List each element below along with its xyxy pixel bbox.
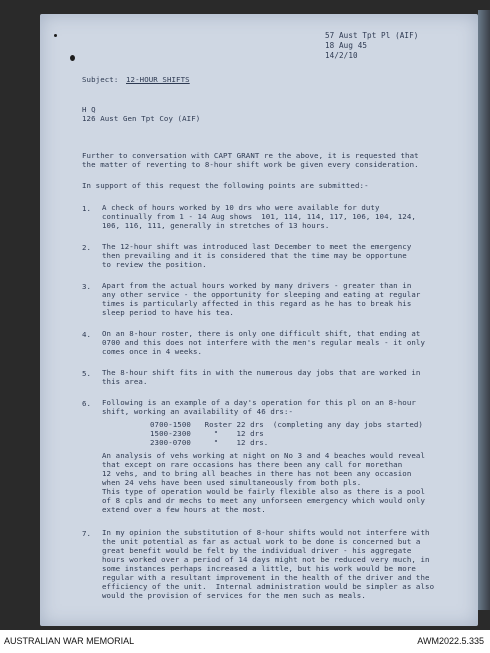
point-line: A check of hours worked by 10 drs who were available for duty — [102, 203, 380, 212]
addressee-line2: 126 Aust Gen Tpt Coy (AIF) — [82, 114, 201, 123]
point-line: great benefit would be felt by the individual driver - his aggregate — [102, 546, 412, 555]
point-line: the unit potential as far as actual work to be done is concerned but a — [102, 537, 421, 546]
point-number: 6. — [82, 399, 91, 408]
point-six-line: This type of operation would be fairly flexible also as there is a pool — [102, 487, 426, 496]
point-line: this area. — [102, 377, 148, 386]
point-number: 3. — [82, 282, 91, 291]
support-line: In support of this request the following points are submitted:- — [82, 181, 369, 190]
header-unit: 57 Aust Tpt Pl (AIF) — [325, 31, 419, 40]
point-line: to review the position. — [102, 260, 207, 269]
point-line: The 8-hour shift fits in with the numerous day jobs that are worked in — [102, 368, 421, 377]
point-line: 106, 116, 111, generally in stretches of 13 hours. — [102, 221, 330, 230]
point-line: Following is an example of a day's operation for this pl on an 8-hour — [102, 398, 416, 407]
point-six-line: when 24 vehs have been used simultaneously from both pls. — [102, 478, 362, 487]
intro-line: Further to conversation with CAPT GRANT re the above, it is requested that — [82, 151, 419, 160]
point-line: efficiency of the unit. Internal administration would be simpler as also — [102, 582, 435, 591]
point-line: The 12-hour shift was introduced last December to meet the emergency — [102, 242, 412, 251]
subject-title: 12-HOUR SHIFTS — [126, 75, 190, 84]
addressee-line1: H Q — [82, 105, 96, 114]
header-ref: 14/2/10 — [325, 51, 358, 60]
ink-blot-mark — [70, 55, 75, 61]
point-line: In my opinion the substitution of 8-hour shifts would not interfere with — [102, 528, 430, 537]
footer-accession: AWM2022.5.335 — [417, 636, 484, 646]
page-edge — [478, 10, 490, 610]
point-line: sleep period to have his tea. — [102, 308, 234, 317]
point-line: some instances perhaps increased a little, but his work would be more — [102, 564, 416, 573]
point-line: On an 8-hour roster, there is only one difficult shift, that ending at — [102, 329, 421, 338]
point-number: 2. — [82, 243, 91, 252]
point-six-line: 12 vehs, and to bring all beaches in there has not been any occasion — [102, 469, 412, 478]
point-line: continually from 1 - 14 Aug shows 101, 114, 114, 117, 106, 104, 124, — [102, 212, 416, 221]
intro-line: the matter of reverting to 8-hour shift work be given every consideration. — [82, 160, 419, 169]
point-six-line: of 8 cpls and dr mechs to meet any unforseen emergency which would only — [102, 496, 426, 505]
point-line: any other service - the opportunity for sleeping and eating at regular — [102, 290, 421, 299]
point-line: Apart from the actual hours worked by many drivers - greater than in — [102, 281, 412, 290]
roster-line: 0700-1500 Roster 22 drs (completing any day jobs started) — [150, 420, 423, 429]
point-line: regular with a resultant improvement in the health of the driver and the — [102, 573, 430, 582]
point-six-line: An analysis of vehs working at night on No 3 and 4 beaches would reveal — [102, 451, 426, 460]
point-line: times is particularly affected in this regard as he has to break his — [102, 299, 412, 308]
subject-label: Subject: — [82, 75, 119, 84]
point-line: comes once in 4 weeks. — [102, 347, 203, 356]
point-number: 4. — [82, 330, 91, 339]
point-line: shift, working an availability of 46 drs:- — [102, 407, 294, 416]
point-line: 0700 and this does not interfere with the men's regular meals - it only — [102, 338, 426, 347]
footer-institution: AUSTRALIAN WAR MEMORIAL — [4, 636, 135, 646]
point-six-line: extend over a few hours at the most. — [102, 505, 266, 514]
header-date: 18 Aug 45 — [325, 41, 368, 50]
point-line: hours worked over a period of 14 days might not be reduced very much, in — [102, 555, 430, 564]
punch-mark — [54, 34, 57, 37]
roster-line: 2300-0700 " 12 drs. — [150, 438, 269, 447]
point-number: 1. — [82, 204, 91, 213]
point-number: 7. — [82, 529, 91, 538]
roster-line: 1500-2300 " 12 drs — [150, 429, 264, 438]
point-line: would the provision of services for the men such as meals. — [102, 591, 366, 600]
point-number: 5. — [82, 369, 91, 378]
document-page — [40, 14, 478, 626]
point-six-line: that except on rare occasions has there been any call for morethan — [102, 460, 403, 469]
point-line: then prevailing and it is considered that the time may be opportune — [102, 251, 407, 260]
